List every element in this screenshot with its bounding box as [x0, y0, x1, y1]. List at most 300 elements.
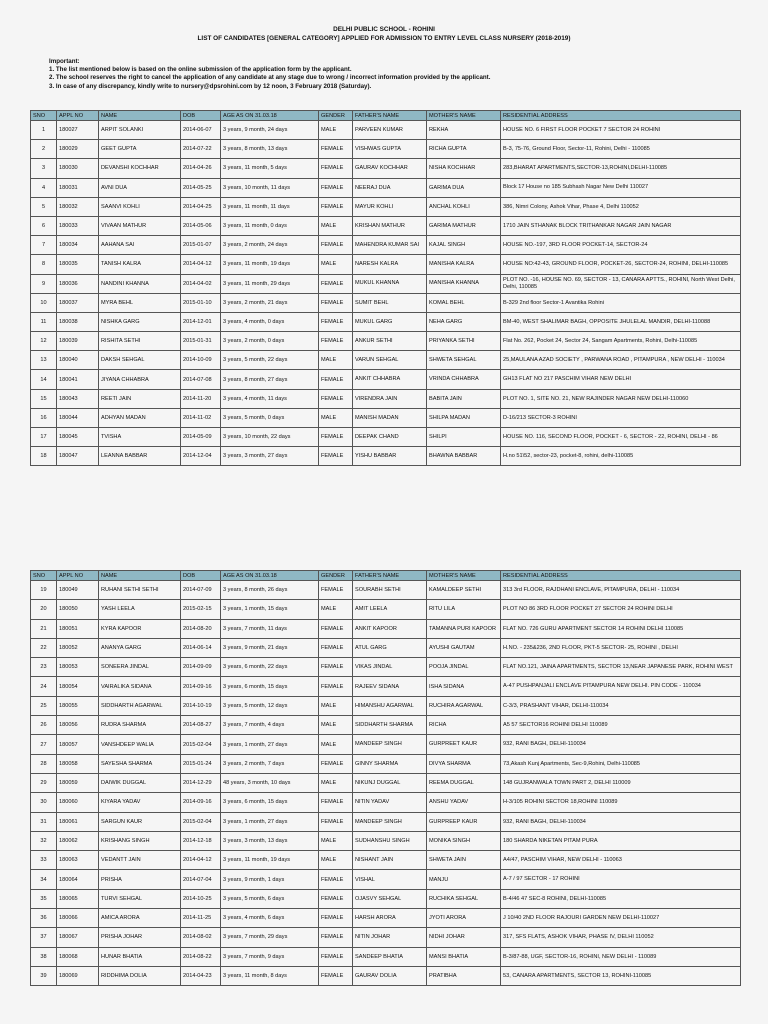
gender-cell: FEMALE: [319, 658, 353, 677]
father-name-cell: KRISHAN MATHUR: [353, 216, 427, 235]
gender-cell: MALE: [319, 716, 353, 735]
father-name-cell: RAJEEV SIDANA: [353, 677, 427, 696]
table-row: [31, 197, 741, 216]
gender-cell: FEMALE: [319, 389, 353, 408]
name-cell: PRISHA JOHAR: [99, 928, 181, 947]
table-row: [31, 600, 741, 619]
name-cell: SAANVI KOHLI: [99, 197, 181, 216]
mother-name-cell: RITU LILA: [427, 600, 501, 619]
gender-cell: FEMALE: [319, 754, 353, 773]
table-row: [31, 312, 741, 331]
father-name-cell: ANKUR SETHI: [353, 332, 427, 351]
appl-no-cell: 180066: [57, 909, 99, 928]
dob-cell: 2014-12-18: [181, 831, 221, 850]
sno-cell: 24: [31, 677, 57, 696]
table-row: [31, 293, 741, 312]
father-name-cell: HARSH ARORA: [353, 909, 427, 928]
gender-cell: FEMALE: [319, 889, 353, 908]
dob-cell: 2014-11-20: [181, 389, 221, 408]
name-cell: KRISHANG SINGH: [99, 831, 181, 850]
col-sno-header: SNO: [31, 571, 57, 581]
mother-name-cell: SHWETA SEHGAL: [427, 351, 501, 370]
mother-name-cell: POOJA JINDAL: [427, 658, 501, 677]
sno-cell: 9: [31, 274, 57, 293]
appl-no-cell: 180039: [57, 332, 99, 351]
name-cell: SAYESHA SHARMA: [99, 754, 181, 773]
gender-cell: FEMALE: [319, 638, 353, 657]
mother-name-cell: RUCHIRA AGARWAL: [427, 696, 501, 715]
address-cell: GH13 FLAT NO 217 PASCHIM VIHAR NEW DELHI: [501, 370, 741, 389]
appl-no-cell: 180032: [57, 197, 99, 216]
sno-cell: 38: [31, 947, 57, 966]
name-cell: PRISHA: [99, 870, 181, 889]
gender-cell: FEMALE: [319, 928, 353, 947]
important-note: 2. The school reserves the right to cancel the application of any candidate at any stage due to wrong / incorrect information provided by the applicant.: [49, 74, 491, 82]
mother-name-cell: MANISHA KHANNA: [427, 274, 501, 293]
sno-cell: 3: [31, 159, 57, 178]
address-cell: HOUSE NO. 6 FIRST FLOOR POCKET 7 SECTOR 24 ROHINI: [501, 121, 741, 140]
address-cell: D-16/213 SECTOR-3 ROHINI: [501, 408, 741, 427]
age-cell: 3 years, 11 month, 19 days: [221, 851, 319, 870]
age-cell: 3 years, 8 month, 26 days: [221, 581, 319, 600]
col-address-header: RESIDENTIAL ADDRESS: [501, 111, 741, 121]
age-cell: 3 years, 2 month, 7 days: [221, 754, 319, 773]
dob-cell: 2015-02-04: [181, 812, 221, 831]
address-cell: 932, RANI BAGH, DELHI-110034: [501, 812, 741, 831]
appl-no-cell: 180056: [57, 716, 99, 735]
father-name-cell: GINNY SHARMA: [353, 754, 427, 773]
appl-no-cell: 180060: [57, 793, 99, 812]
address-cell: J 10/40 2ND FLOOR RAJOURI GARDEN NEW DELHI-110027: [501, 909, 741, 928]
age-cell: 3 years, 6 month, 15 days: [221, 677, 319, 696]
name-cell: ARPIT SOLANKI: [99, 121, 181, 140]
col-mother-name-header: MOTHER'S NAME: [427, 111, 501, 121]
age-cell: 3 years, 5 month, 0 days: [221, 408, 319, 427]
father-name-cell: ANKIT CHHABRA: [353, 370, 427, 389]
age-cell: 3 years, 8 month, 27 days: [221, 370, 319, 389]
age-cell: 3 years, 11 month, 0 days: [221, 216, 319, 235]
mother-name-cell: KAMALDEEP SETHI: [427, 581, 501, 600]
appl-no-cell: 180038: [57, 312, 99, 331]
mother-name-cell: NIDHI JOHAR: [427, 928, 501, 947]
address-cell: 386, Nimri Colony, Ashok Vihar, Phase 4, Delhi 110052: [501, 197, 741, 216]
dob-cell: 2014-11-02: [181, 408, 221, 427]
sno-cell: 35: [31, 889, 57, 908]
sno-cell: 25: [31, 696, 57, 715]
appl-no-cell: 180052: [57, 638, 99, 657]
col-dob-header: DOB: [181, 111, 221, 121]
appl-no-cell: 180063: [57, 851, 99, 870]
sno-cell: 6: [31, 216, 57, 235]
sno-cell: 32: [31, 831, 57, 850]
age-cell: 3 years, 11 month, 29 days: [221, 274, 319, 293]
sno-cell: 1: [31, 121, 57, 140]
gender-cell: MALE: [319, 216, 353, 235]
sno-cell: 20: [31, 600, 57, 619]
table-row: [31, 754, 741, 773]
table-row: [31, 677, 741, 696]
sno-cell: 2: [31, 140, 57, 159]
address-cell: FLAT NO.121, JAINA APARTMENTS, SECTOR 13,NEAR JAPANESE PARK, ROHINI WEST: [501, 658, 741, 677]
name-cell: YASH LEELA: [99, 600, 181, 619]
appl-no-cell: 180053: [57, 658, 99, 677]
age-cell: 3 years, 3 month, 27 days: [221, 447, 319, 466]
father-name-cell: MANISH MADAN: [353, 408, 427, 427]
mother-name-cell: BABITA JAIN: [427, 389, 501, 408]
appl-no-cell: 180054: [57, 677, 99, 696]
important-note: 3. In case of any discrepancy, kindly write to nursery@dpsrohini.com by 12 noon, 3 February 2018 (Saturday).: [49, 82, 372, 90]
dob-cell: 2014-11-25: [181, 909, 221, 928]
address-cell: 283,BHARAT APARTMENTS,SECTOR-13,ROHINI,DELHI-110085: [501, 159, 741, 178]
address-cell: 148 GUJRANWALA TOWN PART 2, DELHI 110009: [501, 773, 741, 792]
name-cell: DAKSH SEHGAL: [99, 351, 181, 370]
col-appl-no-header: APPL NO: [57, 111, 99, 121]
address-cell: 180 SHARDA NIKETAN PITAM PURA: [501, 831, 741, 850]
dob-cell: 2014-08-22: [181, 947, 221, 966]
col-address-header: RESIDENTIAL ADDRESS: [501, 571, 741, 581]
mother-name-cell: TAMANNA PURI KAPOOR: [427, 619, 501, 638]
mother-name-cell: RICHA: [427, 716, 501, 735]
age-cell: 3 years, 7 month, 9 days: [221, 947, 319, 966]
sno-cell: 39: [31, 966, 57, 985]
sno-cell: 13: [31, 351, 57, 370]
address-cell: H.no 51\52, sector-23, pocket-8, rohini, delhi-110085: [501, 447, 741, 466]
gender-cell: FEMALE: [319, 274, 353, 293]
father-name-cell: MUKUL KHANNA: [353, 274, 427, 293]
appl-no-cell: 180034: [57, 236, 99, 255]
address-cell: 932, RANI BAGH, DELHI-110034: [501, 735, 741, 754]
table-row: [31, 966, 741, 985]
name-cell: VEDANTT JAIN: [99, 851, 181, 870]
address-cell: 313 3rd FLOOR, RAJDHANI ENCLAVE, PITAMPURA, DELHI - 110034: [501, 581, 741, 600]
father-name-cell: MANDEEP SINGH: [353, 735, 427, 754]
sno-cell: 11: [31, 312, 57, 331]
table-row: [31, 216, 741, 235]
father-name-cell: VISHAL: [353, 870, 427, 889]
sno-cell: 27: [31, 735, 57, 754]
appl-no-cell: 180040: [57, 351, 99, 370]
mother-name-cell: REKHA: [427, 121, 501, 140]
appl-no-cell: 180036: [57, 274, 99, 293]
father-name-cell: YISHU BABBAR: [353, 447, 427, 466]
table-row: [31, 121, 741, 140]
table-row: [31, 909, 741, 928]
age-cell: 3 years, 5 month, 12 days: [221, 696, 319, 715]
address-cell: Block 17 House no 185 Subhash Nagar New Delhi 110027: [501, 178, 741, 197]
appl-no-cell: 180037: [57, 293, 99, 312]
dob-cell: 2014-08-02: [181, 928, 221, 947]
sno-cell: 10: [31, 293, 57, 312]
address-cell: A-7 / 97 SECTOR - 17 ROHINI: [501, 870, 741, 889]
appl-no-cell: 180057: [57, 735, 99, 754]
name-cell: TANISH KALRA: [99, 255, 181, 274]
sno-cell: 36: [31, 909, 57, 928]
name-cell: LEANNA BABBAR: [99, 447, 181, 466]
table-row: [31, 389, 741, 408]
mother-name-cell: GARIMA DUA: [427, 178, 501, 197]
address-cell: 73,Akash Kunj Apartments, Sec-9,Rohini, Delhi-110085: [501, 754, 741, 773]
table-row: [31, 870, 741, 889]
father-name-cell: NITIN YADAV: [353, 793, 427, 812]
sno-cell: 17: [31, 428, 57, 447]
name-cell: RIDDHIMA DOLIA: [99, 966, 181, 985]
table-row: [31, 370, 741, 389]
table-row: [31, 178, 741, 197]
name-cell: VANSHDEEP WALIA: [99, 735, 181, 754]
name-cell: JIYANA CHHABRA: [99, 370, 181, 389]
appl-no-cell: 180049: [57, 581, 99, 600]
col-father-name-header: FATHER'S NAME: [353, 571, 427, 581]
sno-cell: 19: [31, 581, 57, 600]
table-row: [31, 581, 741, 600]
school-name: DELHI PUBLIC SCHOOL - ROHINI: [333, 26, 435, 33]
name-cell: ANANYA GARG: [99, 638, 181, 657]
sno-cell: 8: [31, 255, 57, 274]
table-row: [31, 928, 741, 947]
table-header-row: [31, 111, 741, 121]
name-cell: ADHYAN MADAN: [99, 408, 181, 427]
father-name-cell: OJASVY SEHGAL: [353, 889, 427, 908]
gender-cell: MALE: [319, 851, 353, 870]
father-name-cell: VIRENDRA JAIN: [353, 389, 427, 408]
mother-name-cell: KOMAL BEHL: [427, 293, 501, 312]
table-row: [31, 255, 741, 274]
name-cell: SIDDHARTH AGARWAL: [99, 696, 181, 715]
age-cell: 3 years, 7 month, 11 days: [221, 619, 319, 638]
gender-cell: FEMALE: [319, 293, 353, 312]
father-name-cell: VARUN SEHGAL: [353, 351, 427, 370]
mother-name-cell: KAJAL SINGH: [427, 236, 501, 255]
candidates-table-1: [30, 110, 741, 466]
age-cell: 3 years, 5 month, 6 days: [221, 889, 319, 908]
age-cell: 3 years, 11 month, 5 days: [221, 159, 319, 178]
address-cell: A4/47, PASCHIM VIHAR, NEW DELHI - 110063: [501, 851, 741, 870]
table-header-row: [31, 571, 741, 581]
appl-no-cell: 180047: [57, 447, 99, 466]
dob-cell: 2014-05-09: [181, 428, 221, 447]
col-father-name-header: FATHER'S NAME: [353, 111, 427, 121]
name-cell: RUDRA SHARMA: [99, 716, 181, 735]
appl-no-cell: 180033: [57, 216, 99, 235]
sno-cell: 12: [31, 332, 57, 351]
dob-cell: 2014-06-07: [181, 121, 221, 140]
appl-no-cell: 180043: [57, 389, 99, 408]
appl-no-cell: 180059: [57, 773, 99, 792]
table-row: [31, 696, 741, 715]
gender-cell: FEMALE: [319, 812, 353, 831]
mother-name-cell: ISHA SIDANA: [427, 677, 501, 696]
gender-cell: FEMALE: [319, 619, 353, 638]
age-cell: 3 years, 11 month, 8 days: [221, 966, 319, 985]
dob-cell: 2015-01-31: [181, 332, 221, 351]
mother-name-cell: ANSHU YADAV: [427, 793, 501, 812]
table-row: [31, 236, 741, 255]
address-cell: H-3/105 ROHINI SECTOR 18,ROHINI 110089: [501, 793, 741, 812]
sno-cell: 29: [31, 773, 57, 792]
father-name-cell: MAYUR KOHLI: [353, 197, 427, 216]
gender-cell: FEMALE: [319, 428, 353, 447]
sno-cell: 7: [31, 236, 57, 255]
name-cell: VAIRALIKA SIDANA: [99, 677, 181, 696]
appl-no-cell: 180031: [57, 178, 99, 197]
table-row: [31, 889, 741, 908]
address-cell: A-47 PUSHPANJALI ENCLAVE PITAMPURA NEW DELHI. PIN CODE - 110034: [501, 677, 741, 696]
father-name-cell: SUMIT BEHL: [353, 293, 427, 312]
dob-cell: 2014-12-29: [181, 773, 221, 792]
important-heading: Important:: [49, 58, 80, 65]
father-name-cell: MUKUL GARG: [353, 312, 427, 331]
father-name-cell: VISHWAS GUPTA: [353, 140, 427, 159]
appl-no-cell: 180065: [57, 889, 99, 908]
name-cell: RUHANI SETHI SETHI: [99, 581, 181, 600]
dob-cell: 2014-09-16: [181, 793, 221, 812]
dob-cell: 2014-07-08: [181, 370, 221, 389]
table-row: [31, 140, 741, 159]
table-row: [31, 947, 741, 966]
gender-cell: FEMALE: [319, 909, 353, 928]
name-cell: DAIWIK DUGGAL: [99, 773, 181, 792]
name-cell: SARGUN KAUR: [99, 812, 181, 831]
address-cell: H.NO. - 235&236, 2ND FLOOR, PKT-5 SECTOR- 25, ROHINI , DELHI: [501, 638, 741, 657]
age-cell: 3 years, 4 month, 6 days: [221, 909, 319, 928]
mother-name-cell: RUCHIKA SEHGAL: [427, 889, 501, 908]
dob-cell: 2014-10-25: [181, 889, 221, 908]
important-notes: [49, 58, 490, 91]
dob-cell: 2014-09-16: [181, 677, 221, 696]
dob-cell: 2014-10-09: [181, 351, 221, 370]
name-cell: KIYARA YADAV: [99, 793, 181, 812]
sno-cell: 31: [31, 812, 57, 831]
dob-cell: 2014-04-25: [181, 197, 221, 216]
age-cell: 3 years, 2 month, 24 days: [221, 236, 319, 255]
father-name-cell: NISHANT JAIN: [353, 851, 427, 870]
mother-name-cell: NEHA GARG: [427, 312, 501, 331]
mother-name-cell: MONIKA SINGH: [427, 831, 501, 850]
mother-name-cell: GARIMA MATHUR: [427, 216, 501, 235]
sno-cell: 26: [31, 716, 57, 735]
dob-cell: 2015-01-24: [181, 754, 221, 773]
age-cell: 3 years, 11 month, 19 days: [221, 255, 319, 274]
dob-cell: 2014-05-25: [181, 178, 221, 197]
mother-name-cell: RICHA GUPTA: [427, 140, 501, 159]
dob-cell: 2014-06-14: [181, 638, 221, 657]
father-name-cell: NITIN JOHAR: [353, 928, 427, 947]
father-name-cell: MANDEEP SINGH: [353, 812, 427, 831]
table-row: [31, 351, 741, 370]
mother-name-cell: MANISHA KALRA: [427, 255, 501, 274]
mother-name-cell: DIVYA SHARMA: [427, 754, 501, 773]
mother-name-cell: AYUSHI GAUTAM: [427, 638, 501, 657]
table-row: [31, 638, 741, 657]
sno-cell: 18: [31, 447, 57, 466]
dob-cell: 2015-02-15: [181, 600, 221, 619]
address-cell: 53, CANARA APARTMENTS, SECTOR 13, ROHINI-110085: [501, 966, 741, 985]
table-row: [31, 332, 741, 351]
age-cell: 3 years, 1 month, 15 days: [221, 600, 319, 619]
dob-cell: 2014-04-12: [181, 255, 221, 274]
age-cell: 3 years, 2 month, 21 days: [221, 293, 319, 312]
appl-no-cell: 180029: [57, 140, 99, 159]
name-cell: VIVAAN MATHUR: [99, 216, 181, 235]
gender-cell: MALE: [319, 255, 353, 274]
address-cell: 317, SFS FLATS, ASHOK VIHAR, PHASE IV, DELHI 110052: [501, 928, 741, 947]
name-cell: NISHKA GARG: [99, 312, 181, 331]
address-cell: HOUSE NO:42-43, GROUND FLOOR, POCKET-26, SECTOR-24, ROHINI, DELHI-110085: [501, 255, 741, 274]
table-row: [31, 159, 741, 178]
name-cell: RISHITA SETHI: [99, 332, 181, 351]
father-name-cell: DEEPAK CHAND: [353, 428, 427, 447]
appl-no-cell: 180068: [57, 947, 99, 966]
gender-cell: MALE: [319, 735, 353, 754]
mother-name-cell: SHWETA JAIN: [427, 851, 501, 870]
sno-cell: 23: [31, 658, 57, 677]
father-name-cell: MAHENDRA KUMAR SAI: [353, 236, 427, 255]
dob-cell: 2015-02-04: [181, 735, 221, 754]
father-name-cell: PARVEEN KUMAR: [353, 121, 427, 140]
gender-cell: MALE: [319, 408, 353, 427]
age-cell: 3 years, 4 month, 11 days: [221, 389, 319, 408]
name-cell: GEET GUPTA: [99, 140, 181, 159]
name-cell: KYRA KAPOOR: [99, 619, 181, 638]
age-cell: 48 years, 3 month, 10 days: [221, 773, 319, 792]
dob-cell: 2014-07-22: [181, 140, 221, 159]
appl-no-cell: 180041: [57, 370, 99, 389]
table-row: [31, 658, 741, 677]
col-gender-header: GENDER: [319, 111, 353, 121]
father-name-cell: SOURABH SETHI: [353, 581, 427, 600]
address-cell: A5 57 SECTOR16 ROHINI DELHI 110089: [501, 716, 741, 735]
sno-cell: 4: [31, 178, 57, 197]
age-cell: 3 years, 9 month, 21 days: [221, 638, 319, 657]
name-cell: SONEERA JINDAL: [99, 658, 181, 677]
table-row: [31, 831, 741, 850]
col-age-header: AGE AS ON 31.03.18: [221, 571, 319, 581]
table-row: [31, 408, 741, 427]
age-cell: 3 years, 2 month, 0 days: [221, 332, 319, 351]
col-mother-name-header: MOTHER'S NAME: [427, 571, 501, 581]
mother-name-cell: MANSI BHATIA: [427, 947, 501, 966]
dob-cell: 2014-10-19: [181, 696, 221, 715]
mother-name-cell: GURPREET KAUR: [427, 735, 501, 754]
sno-cell: 33: [31, 851, 57, 870]
mother-name-cell: ANCHAL KOHLI: [427, 197, 501, 216]
address-cell: 1710 JAIN STHANAK BLOCK TRITHANKAR NAGAR JAIN NAGAR: [501, 216, 741, 235]
address-cell: B-329 2nd floor Sector-1 Avantika Rohini: [501, 293, 741, 312]
dob-cell: 2014-09-09: [181, 658, 221, 677]
dob-cell: 2014-04-26: [181, 159, 221, 178]
gender-cell: MALE: [319, 696, 353, 715]
father-name-cell: SANDEEP BHATIA: [353, 947, 427, 966]
table-row: [31, 274, 741, 293]
address-cell: BM-40, WEST SHALIMAR BAGH, OPPOSITE JHULELAL MANDIR, DELHI-110088: [501, 312, 741, 331]
gender-cell: MALE: [319, 121, 353, 140]
appl-no-cell: 180055: [57, 696, 99, 715]
appl-no-cell: 180058: [57, 754, 99, 773]
table-row: [31, 447, 741, 466]
address-cell: HOUSE NO.-197, 3RD FLOOR POCKET-14, SECTOR-24: [501, 236, 741, 255]
father-name-cell: HIMANSHU AGARWAL: [353, 696, 427, 715]
mother-name-cell: BHAWNA BABBAR: [427, 447, 501, 466]
address-cell: B-4/46 47 SEC-8 ROHINI, DELHI-110085: [501, 889, 741, 908]
address-cell: PLOT NO. -16, HOUSE NO. 69, SECTOR - 13, CANARA APTTS., ROHINI, North West Delhi, Delhi, 110085: [501, 274, 741, 293]
col-name-header: NAME: [99, 571, 181, 581]
name-cell: TURVI SEHGAL: [99, 889, 181, 908]
important-note: 1. The list mentioned below is based on the online submission of the application form by the applicant.: [49, 66, 352, 74]
address-cell: 25,MAULANA AZAD SOCIETY , PARWANA ROAD , PITAMPURA , NEW DELHI - 110034: [501, 351, 741, 370]
gender-cell: FEMALE: [319, 447, 353, 466]
age-cell: 3 years, 5 month, 22 days: [221, 351, 319, 370]
table-row: [31, 716, 741, 735]
